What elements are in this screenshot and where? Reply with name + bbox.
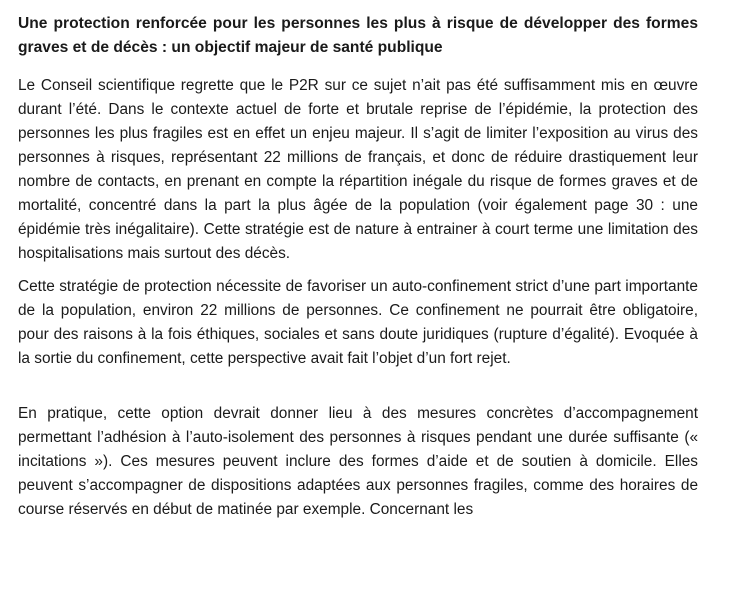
paragraph-2: Cette stratégie de protection nécessite de favoriser un auto-confinement strict d’une part importante de la population, environ 22 millions de personnes. Ce confinement ne pourrait être obligatoire, pour des raisons à la fois éthiques, sociales et sans doute juridiques (rupture d’égalité). Evoquée à la sortie du confinement, cette perspective avait fait l’objet d’un fort rejet. xyxy=(18,278,698,367)
paragraph-3: En pratique, cette option devrait donner lieu à des mesures concrètes d’accompagnement permettant l’adhésion à l’auto-isolement des personnes à risques pendant une durée suffisante (« incitations »). Ces mesures peuvent inclure des formes d’aide et de soutien à domicile. Elles peuvent s’accompagner de dispositions adaptées aux personnes fragiles, comme des horaires de course réservés en début de matinée par exemple. Concernant les xyxy=(18,405,698,518)
section-heading: Une protection renforcée pour les personnes les plus à risque de développer des formes graves et de décès : un objectif majeur de santé publique xyxy=(18,15,698,56)
paragraph-1: Le Conseil scientifique regrette que le P2R sur ce sujet n’ait pas été suffisamment mis en œuvre durant l’été. Dans le contexte actuel de forte et brutale reprise de l’épidémie, la protection des personnes les plus fragiles est en effet un enjeu majeur. Il s’agit de limiter l’exposition au virus des personnes à risques, représentant 22 millions de français, et donc de réduire drastiquement leur nombre de contacts, en prenant en compte la répartition inégale du risque de formes graves et de mortalité, concentré dans la part la plus âgée de la population (voir également page 30 : une épidémie très inégalitaire). Cette stratégie est de nature à entrainer à court terme une limitation des hospitalisations mais surtout des décès. xyxy=(18,77,698,262)
document-page xyxy=(18,12,698,531)
